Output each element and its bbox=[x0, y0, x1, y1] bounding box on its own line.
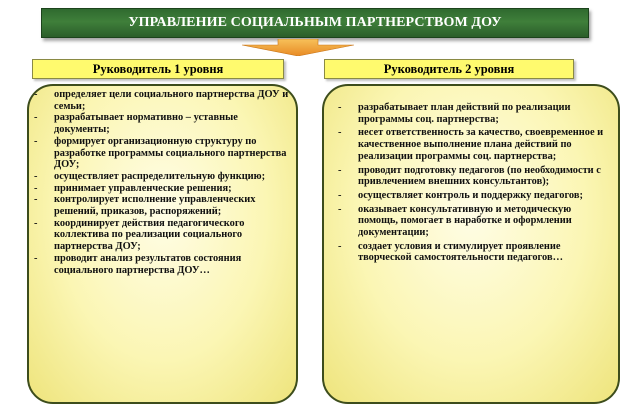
panel-level-2 bbox=[322, 84, 620, 404]
duty-item: - создает условия и стимулирует проявление творческой самостоятельности педагогов… bbox=[324, 241, 618, 264]
duty-item: - контролирует исполнение управленческих решений, приказов, распоряжений; bbox=[29, 194, 296, 217]
duties-list-level-2 bbox=[324, 102, 618, 264]
duty-item: - несет ответственность за качество, своевременное и качественное выполнение плана действий по реализации программы соц. партнерства; bbox=[324, 127, 618, 162]
duty-item: - определяет цели социального партнерства ДОУ и семьи; bbox=[29, 89, 296, 112]
duty-item: - осуществляет распределительную функцию; bbox=[29, 171, 296, 183]
duty-item: - формирует организационную структуру по разработке программы социального партнерства ДОУ; bbox=[29, 136, 296, 171]
panel-level-1 bbox=[27, 84, 298, 404]
duty-item: - координирует действия педагогического коллектива по реализации социального партнерства ДОУ; bbox=[29, 218, 296, 253]
duty-item: - разрабатывает план действий по реализации программы соц. партнерства; bbox=[324, 102, 618, 125]
duty-item: - оказывает консультативную и методическую помощь, помогает в наработке и оформлении документации; bbox=[324, 204, 618, 239]
duty-item: - проводит анализ результатов состояния социального партнерства ДОУ… bbox=[29, 253, 296, 276]
duties-list-level-1 bbox=[29, 89, 296, 276]
duty-item: - разрабатывает нормативно – уставные документы; bbox=[29, 112, 296, 135]
duty-item: - проводит подготовку педагогов (по необходимости с привлечением внешних консультантов); bbox=[324, 165, 618, 188]
duty-item: - осуществляет контроль и поддержку педагогов; bbox=[324, 190, 618, 202]
column-header-level-1: Руководитель 1 уровня bbox=[32, 59, 284, 79]
down-arrow-icon bbox=[242, 39, 354, 56]
slide-title: УПРАВЛЕНИЕ СОЦИАЛЬНЫМ ПАРТНЕРСТВОМ ДОУ bbox=[41, 8, 589, 38]
column-header-level-2: Руководитель 2 уровня bbox=[324, 59, 574, 79]
duty-item: - принимает управленческие решения; bbox=[29, 183, 296, 195]
